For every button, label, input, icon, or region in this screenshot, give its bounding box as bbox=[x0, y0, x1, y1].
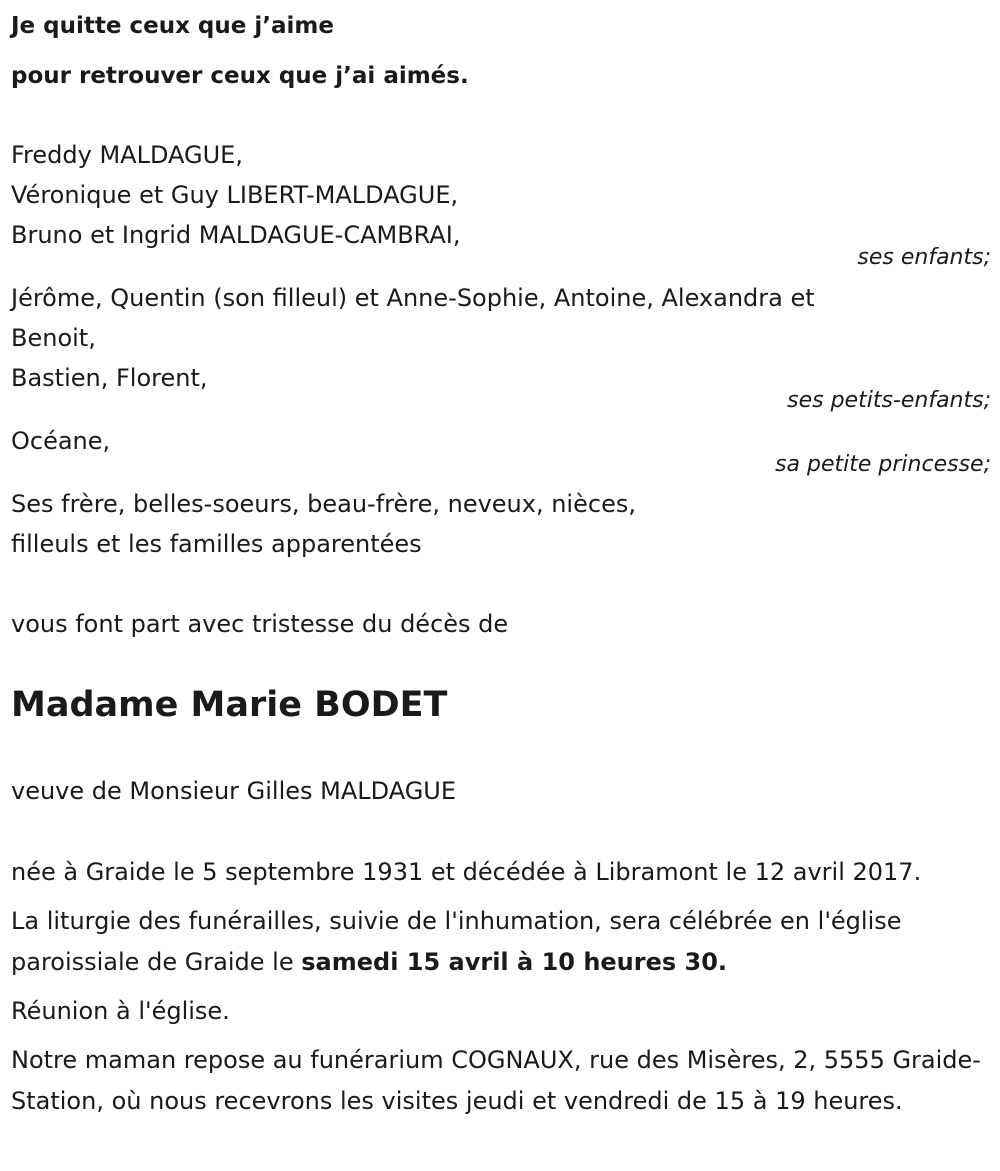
liturgy-paragraph bbox=[11, 901, 986, 983]
widow-of: veuve de Monsieur Gilles MALDAGUE bbox=[11, 777, 457, 805]
family-line: filleuls et les familles apparentées bbox=[11, 530, 422, 558]
grandchildren-line: Benoit, bbox=[11, 324, 96, 352]
deceased-name: Madame Marie BODET bbox=[11, 685, 448, 725]
meeting: Réunion à l'église. bbox=[11, 997, 230, 1025]
child-name: Freddy MALDAGUE, bbox=[11, 141, 243, 169]
rest-paragraph: Notre maman repose au funérarium COGNAUX, rue des Misères, 2, 5555 Graide-Station, où nous recevrons les visites jeudi et vendredi de 15 à 19 heures. bbox=[11, 1046, 981, 1115]
grandchildren-line: Jérôme, Quentin (son filleul) et Anne-Sophie, Antoine, Alexandra et bbox=[11, 284, 815, 312]
liturgy-text: La liturgie des funérailles, suivie de l'inhumation, sera célébrée en l'église paroissiale de Graide le bbox=[11, 907, 902, 976]
announcement: vous font part avec tristesse du décès de bbox=[11, 610, 509, 638]
liturgy-date: samedi 15 avril à 10 heures 30. bbox=[301, 948, 728, 976]
princess-name: Océane, bbox=[11, 427, 111, 455]
birth-death: née à Graide le 5 septembre 1931 et décédée à Libramont le 12 avril 2017. bbox=[11, 858, 922, 886]
epigraph-line-2: pour retrouver ceux que j’ai aimés. bbox=[11, 63, 469, 89]
child-name: Véronique et Guy LIBERT-MALDAGUE, bbox=[11, 181, 459, 209]
family-line: Ses frère, belles-soeurs, beau-frère, neveux, nièces, bbox=[11, 490, 636, 518]
role-princess: sa petite princesse; bbox=[775, 452, 991, 477]
child-name: Bruno et Ingrid MALDAGUE-CAMBRAI, bbox=[11, 221, 461, 249]
role-grandchildren: ses petits-enfants; bbox=[787, 388, 991, 413]
epigraph-line-1: Je quitte ceux que j’aime bbox=[11, 13, 334, 39]
role-children: ses enfants; bbox=[857, 245, 991, 270]
grandchildren-line: Bastien, Florent, bbox=[11, 364, 208, 392]
